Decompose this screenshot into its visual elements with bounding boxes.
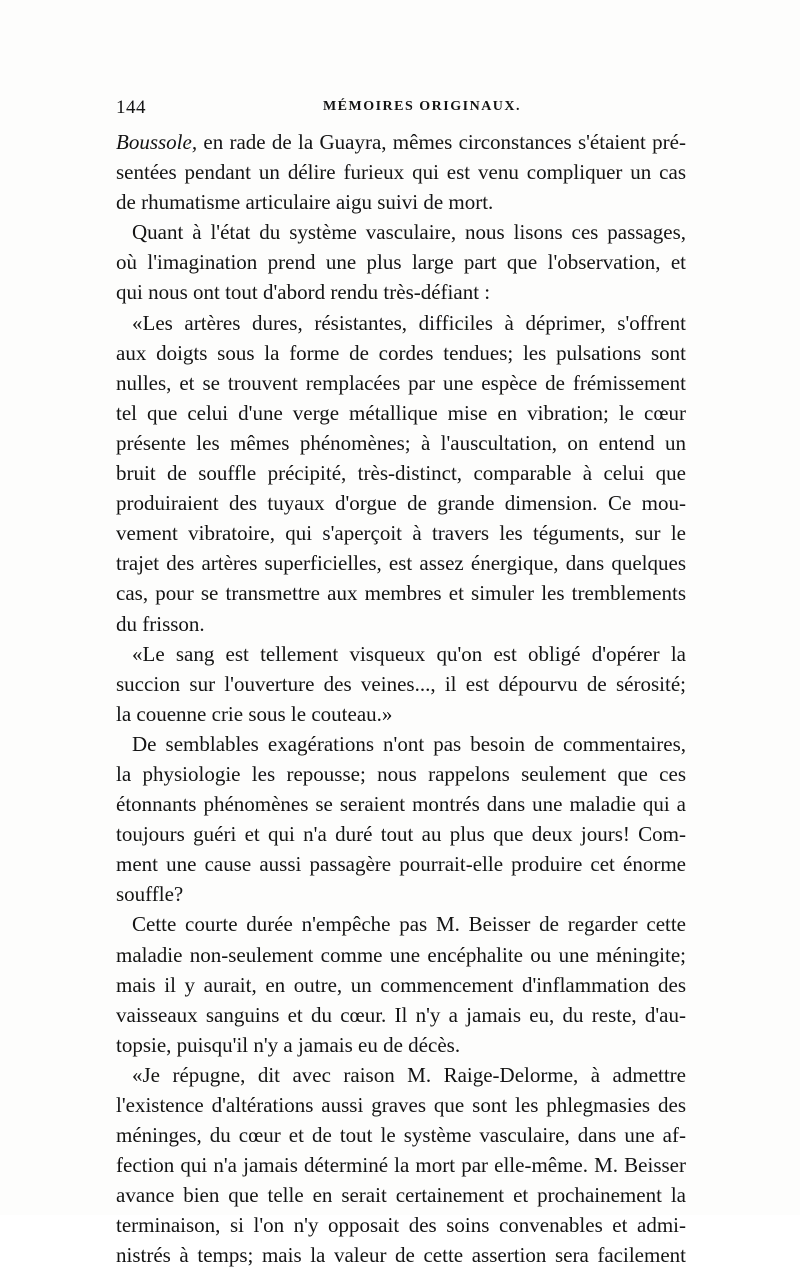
text-line: terminaison, si l'on n'y opposait des soins convenables et admi- — [116, 1213, 686, 1238]
text-line: vement vibratoire, qui s'aperçoit à travers les téguments, sur le — [116, 521, 686, 546]
text-line: succion sur l'ouverture des veines..., il est dépourvu de sérosité; — [116, 671, 686, 696]
text-line: bruit de souffle précipité, très-distinct, comparable à celui que — [116, 461, 686, 486]
text-line: aux doigts sous la forme de cordes tendues; les pulsations sont — [116, 340, 686, 365]
text-line: méninges, du cœur et de tout le système vasculaire, dans une af- — [116, 1123, 686, 1148]
text-line: étonnants phénomènes se seraient montrés dans une maladie qui a — [116, 792, 686, 817]
text-line: souffle? — [116, 882, 184, 907]
text-line: trajet des artères superficielles, est assez énergique, dans quelques — [116, 551, 686, 576]
text-line: Boussole, en rade de la Guayra, mêmes circonstances s'étaient pré- — [116, 130, 686, 154]
text-line: vaisseaux sanguins et du cœur. Il n'y a jamais eu, du reste, d'au- — [116, 1002, 686, 1027]
italic-word: Boussole, — [116, 130, 198, 154]
text-line: toujours guéri et qui n'a duré tout au plus que deux jours! Com- — [116, 822, 686, 847]
text-line: produiraient des tuyaux d'orgue de grande dimension. Ce mou- — [116, 491, 686, 516]
text-line: l'existence d'altérations aussi graves que sont les phlegmasies des — [116, 1093, 686, 1117]
text-line: ment une cause aussi passagère pourrait-elle produire cet énorme — [116, 852, 686, 877]
page-header — [116, 97, 688, 121]
text-line: qui nous ont tout d'abord rendu très-défiant : — [116, 280, 491, 305]
text-line: de rhumatisme articulaire aigu suivi de mort. — [116, 190, 494, 215]
text-line: nistrés à temps; mais la valeur de cette assertion sera facilement — [116, 1243, 686, 1268]
text-line: avance bien que telle en serait certainement et prochainement la — [116, 1183, 686, 1208]
paragraph-first-line: Quant à l'état du système vasculaire, nous lisons ces passages, — [132, 220, 686, 245]
running-head: MÉMOIRES ORIGINAUX. — [322, 99, 522, 114]
text-line: sentées pendant un délire furieux qui est venu compliquer un cas — [116, 160, 686, 185]
text-line: mais il y aurait, en outre, un commencement d'inflammation des — [116, 972, 686, 997]
page-number: 144 — [116, 97, 146, 118]
paragraph-first-line: Cette courte durée n'empêche pas M. Beisser de regarder cette — [132, 912, 686, 937]
text-line: fection qui n'a jamais déterminé la mort par elle-même. M. Beisser — [116, 1153, 686, 1178]
quote-first-line: «Le sang est tellement visqueux qu'on est obligé d'opérer la — [132, 641, 686, 666]
quote-first-line: «Les artères dures, résistantes, difficiles à déprimer, s'offrent — [132, 310, 686, 335]
text-line: cas, pour se transmettre aux membres et simuler les tremblements — [116, 581, 686, 606]
text-line: tel que celui d'une verge métallique mise en vibration; le cœur — [116, 400, 686, 425]
paragraph-first-line: De semblables exagérations n'ont pas besoin de commentaires, — [132, 731, 686, 756]
text-line: la couenne crie sous le couteau.» — [116, 701, 393, 726]
text-line: du frisson. — [116, 611, 205, 636]
text-line: topsie, puisqu'il n'y a jamais eu de décès. — [116, 1032, 461, 1057]
text-line: maladie non-seulement comme une encéphalite ou une méningite; — [116, 942, 686, 967]
body-text — [116, 127, 686, 1271]
quote-first-line: «Je répugne, dit avec raison M. Raige-Delorme, à admettre — [132, 1062, 686, 1087]
text-line: la physiologie les repousse; nous rappelons seulement que ces — [116, 761, 686, 786]
text-line: nulles, et se trouvent remplacées par une espèce de frémissement — [116, 370, 686, 395]
text-line: présente les mêmes phénomènes; à l'auscultation, on entend un — [116, 430, 686, 455]
text-line: où l'imagination prend une plus large part que l'observation, et — [116, 250, 686, 275]
